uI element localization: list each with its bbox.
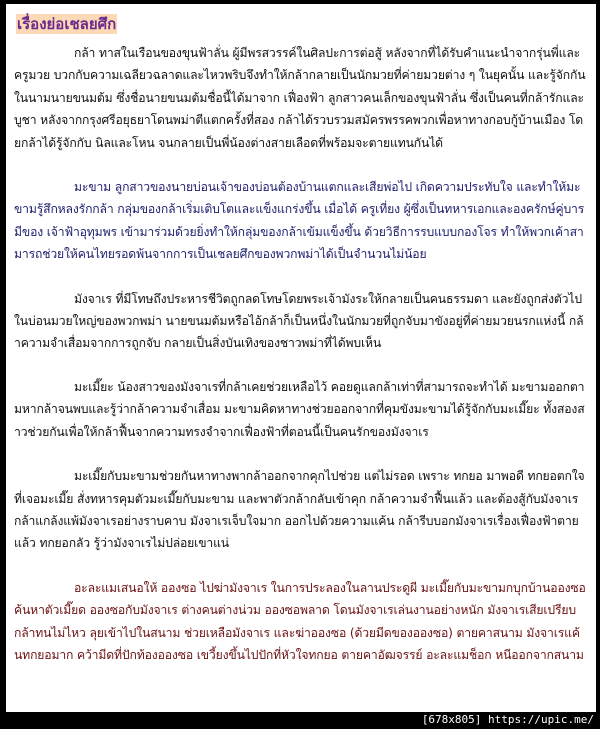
document-title: เรื่องย่อเชลยศึก [17, 15, 117, 33]
paragraph-5: มะเมี๊ยกับมะขามช่วยกันหาทางพากล้าออกจากคุกไปช่วย แต่ไม่รอด เพราะ ทกยอ มาพอดี ทกยอตกใจที่เจอมะเมี๊ย สั่งทหารคุมตัวมะเมี๊ยกับมะขาม และพาตัวกล้ากลับเข้าคุก กล้าความจำฟื้นแล้ว และต้องสู้กับมังจาเร กล้าแกล้งแพ้มังจาเรอย่างราบคาบ มังจาเรเจ็บใจมาก ออกไปด้วยความแค้น กล้ารีบบอกมังจาเรเรื่องเฟื่องฟ้าตายแล้ว ทกยอกลัว รู้ว่ามังจาเรไม่ปล่อยเขาแน่ [14, 469, 585, 551]
image-host-watermark: [678x805] https://upic.me/ [421, 713, 594, 726]
paragraph-2: มะขาม ลูกสาวของนายบ่อนเจ้าของบ่อนต้องบ้านแตกและเสียพ่อไป เกิดความประทับใจ และทำให้มะขามรู้สึกหลงรักกล้า กลุ่มของกล้าเริ่มเติบโตและแข็งแกร่งขึ้น เมื่อได้ ครูเที่ยง ผู้ซึ่งเป็นทหารเอกและองครักษ์คู่บารมีของ เจ้าฟ้าอุทุมพร เข้ามาร่วมด้วยยิ่งทำให้กลุ่มของกล้าเข้มแข็งขึ้น ด้วยวิธีการรบแบบกองโจร ทำให้พวกเค้าสามารถช่วยให้คนไทยรอดพ้นจากการเป็นเชลยศึกของพวกพม่าได้เป็นจำนวนไม่น้อย [14, 180, 585, 262]
paragraph-3: มังจาเร ที่มีโทษถึงประหารชีวิตถูกลดโทษโดยพระเจ้ามังระให้กลายเป็นคนธรรมดา และยังถูกส่งตัวไปในบ่อนมวยใหญ่ของพวกพม่า นายขนมต้มหรือไอ้กล้าก็เป็นหนึ่งในนักมวยที่ถูกจับมาขังอยู่ที่ค่ายมวยนรกแห่งนี้ กล้าความจำเสื่อมจากการถูกจับ กลายเป็นสิ่งบันเทิงของชาวพม่าที่ได้พบเห็น [14, 291, 584, 351]
document-page [6, 4, 596, 712]
paragraph-4: มะเมี๊ยะ น้องสาวของมังจาเรที่กล้าเคยช่วยเหลือไว้ คอยดูแลกล้าเท่าที่สามารถจะทำได้ มะขามออกตามหากล้าจนพบและรู้ว่ากล้าความจำเสื่อม มะขามคิดหาทางช่วยออกจากที่คุมขังมะขามได้รู้จักกับมะเมี๊ยะ ทั้งสองสาวช่วยกันเพื่อให้กล้าฟื้นจากความทรงจำจากเฟื่องฟ้าที่ตอนนี้เป็นคนรักของมังจาเร [14, 379, 585, 439]
paragraph-6: อะละแมเสนอให้ อองซอ ไปฆ่ามังจาเร ในการประลองในลานประดูผี มะเมี๊ยกับมะขามกบุกบ้านอองซอ ค้นหาตัวเมี๊ยด อองซอกับมังจาเร ต่างคนต่างน่วม อองซอพลาด โดนมังจาเรเล่นงานอย่างหนัก มังจาเรเสียเปรียบ กล้าทนไม่ไหว ลุยเข้าไปในสนาม ช่วยเหลือมังจาเร และฆ่าอองซอ (ด้วยมีดของอองซอ) ตายคาสนาม มังจาเรแค้นทกยอมาก คว้ามีดที่ปักท้องอองซอ เขวี้ยงขึ้นไปปักที่หัวใจทกยอ ตายคาอัฒจรรย์ อะละแมช็อก หนีออกจากสนาม [14, 580, 586, 662]
paragraph-1: กล้า ทาสในเรือนของขุนฟ้าลั่น ผู้มีพรสวรรค์ในศิลปะการต่อสู้ หลังจากที่ได้รับคำแนะนำจากรุ่นพี่และครูมวย บวกกับความเฉลียวฉลาดและไหวพริบจึงทำให้กล้ากลายเป็นนักมวยที่ค่ายมวยต่าง ๆ ในยุคนั้น และรู้จักกันในนามนายขนมต้ม ซึ่งชื่อนายขนมต้มชื่อนี้ได้มาจาก เฟื่องฟ้า ลูกสาวคนเล็กของขุนฟ้าลั่น ซึ่งเป็นคนที่กล้ารักและบูชา หลังจากกรุงศรีอยุธยาโดนพม่าตีแตกครั้งที่สอง กล้าได้รวบรวมสมัครพรรคพวกเพื่อหาทางกอบกู้บ้านเมือง โดยกล้าได้รู้จักกับ นิลและโหน จนกลายเป็นพี่น้องต่างสายเลือดที่พร้อมจะตายแทนกันได้ [14, 46, 586, 150]
